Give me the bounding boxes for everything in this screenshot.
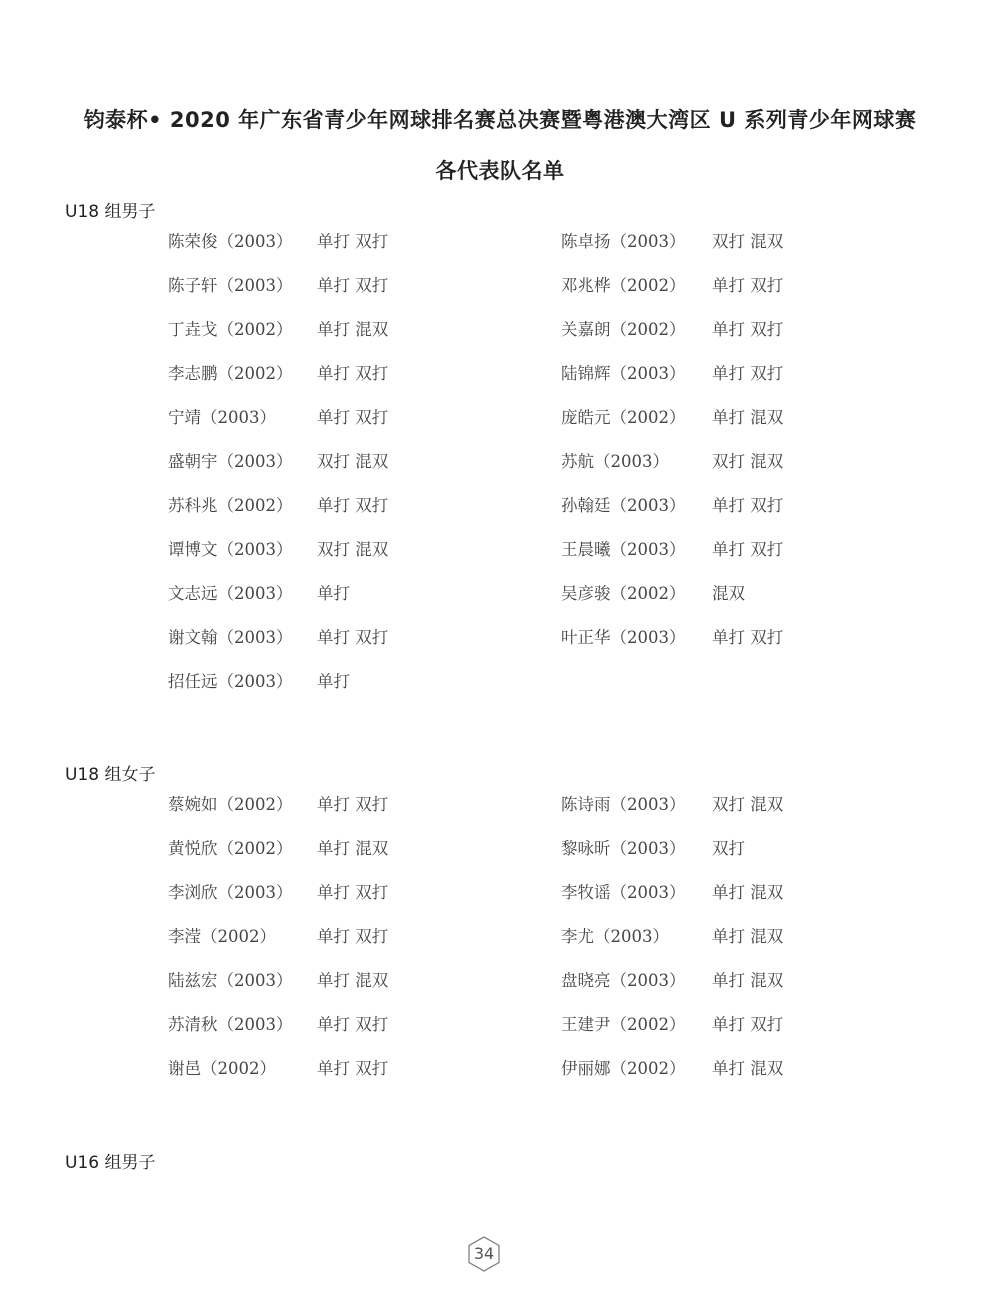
player-name: 谢文翰（2003） [168, 628, 293, 647]
page-number [466, 1236, 502, 1272]
player-name: 吴彦骏（2002） [561, 584, 686, 603]
player-name: 王晨曦（2003） [561, 540, 686, 559]
page-number-text: 34 [473, 1244, 495, 1263]
section-heading: U18 组女子 [65, 765, 156, 785]
player-name: 伊丽娜（2002） [561, 1059, 686, 1078]
player-name: 盛朝宇（2003） [168, 452, 293, 471]
player-events: 单打 混双 [317, 839, 389, 858]
player-events: 单打 双打 [317, 232, 389, 251]
player-events: 单打 双打 [712, 320, 784, 339]
player-events: 单打 双打 [317, 1059, 389, 1078]
player-events: 单打 双打 [712, 364, 784, 383]
player-events: 单打 混双 [317, 971, 389, 990]
player-name: 李牧谣（2003） [561, 883, 686, 902]
player-events: 混双 [712, 584, 745, 603]
player-name: 苏航（2003） [561, 452, 669, 471]
document-subtitle: 各代表队名单 [435, 159, 565, 183]
player-name: 李浏欣（2003） [168, 883, 293, 902]
player-name: 苏科兆（2002） [168, 496, 293, 515]
player-name: 陈荣俊（2003） [168, 232, 293, 251]
player-name: 庞皓元（2002） [561, 408, 686, 427]
player-name: 关嘉朗（2002） [561, 320, 686, 339]
player-name: 陆锦辉（2003） [561, 364, 686, 383]
player-events: 单打 双打 [317, 795, 389, 814]
player-name: 陈子轩（2003） [168, 276, 293, 295]
player-name: 招任远（2003） [168, 672, 293, 691]
player-name: 黄悦欣（2002） [168, 839, 293, 858]
player-events: 双打 混双 [712, 232, 784, 251]
player-events: 单打 双打 [317, 364, 389, 383]
player-events: 单打 双打 [317, 276, 389, 295]
player-name: 陈诗雨（2003） [561, 795, 686, 814]
player-events: 双打 [712, 839, 745, 858]
player-name: 邓兆桦（2002） [561, 276, 686, 295]
player-events: 双打 混双 [317, 452, 389, 471]
document-title: 钧泰杯• 2020 年广东省青少年网球排名赛总决赛暨粤港澳大湾区 U 系列青少年网球赛 [83, 108, 917, 132]
player-events: 单打 双打 [317, 883, 389, 902]
player-events: 双打 混双 [317, 540, 389, 559]
player-name: 盘晓亮（2003） [561, 971, 686, 990]
player-name: 王建尹（2002） [561, 1015, 686, 1034]
section-heading: U16 组男子 [65, 1153, 156, 1173]
player-name: 黎咏昕（2003） [561, 839, 686, 858]
player-name: 宁靖（2003） [168, 408, 276, 427]
player-events: 单打 混双 [712, 883, 784, 902]
player-events: 单打 双打 [712, 496, 784, 515]
player-events: 单打 双打 [317, 496, 389, 515]
player-name: 陆兹宏（2003） [168, 971, 293, 990]
player-name: 李志鹏（2002） [168, 364, 293, 383]
player-events: 双打 混双 [712, 452, 784, 471]
player-events: 单打 [317, 584, 350, 603]
player-events: 单打 混双 [712, 408, 784, 427]
player-events: 单打 [317, 672, 350, 691]
player-name: 李滢（2002） [168, 927, 276, 946]
player-events: 单打 混双 [317, 320, 389, 339]
player-name: 陈卓扬（2003） [561, 232, 686, 251]
player-events: 单打 双打 [317, 1015, 389, 1034]
player-name: 李尤（2003） [561, 927, 669, 946]
player-events: 单打 双打 [712, 276, 784, 295]
player-name: 叶正华（2003） [561, 628, 686, 647]
player-events: 单打 混双 [712, 1059, 784, 1078]
player-events: 单打 混双 [712, 927, 784, 946]
player-events: 单打 双打 [712, 628, 784, 647]
player-events: 单打 双打 [712, 540, 784, 559]
player-events: 双打 混双 [712, 795, 784, 814]
player-events: 单打 双打 [317, 408, 389, 427]
section-heading: U18 组男子 [65, 202, 156, 222]
player-events: 单打 混双 [712, 971, 784, 990]
player-name: 谭博文（2003） [168, 540, 293, 559]
player-events: 单打 双打 [317, 927, 389, 946]
player-name: 谢邑（2002） [168, 1059, 276, 1078]
player-events: 单打 双打 [317, 628, 389, 647]
player-name: 丁垚戈（2002） [168, 320, 293, 339]
player-name: 孙翰廷（2003） [561, 496, 686, 515]
player-name: 蔡婉如（2002） [168, 795, 293, 814]
player-name: 苏清秋（2003） [168, 1015, 293, 1034]
player-name: 文志远（2003） [168, 584, 293, 603]
player-events: 单打 双打 [712, 1015, 784, 1034]
